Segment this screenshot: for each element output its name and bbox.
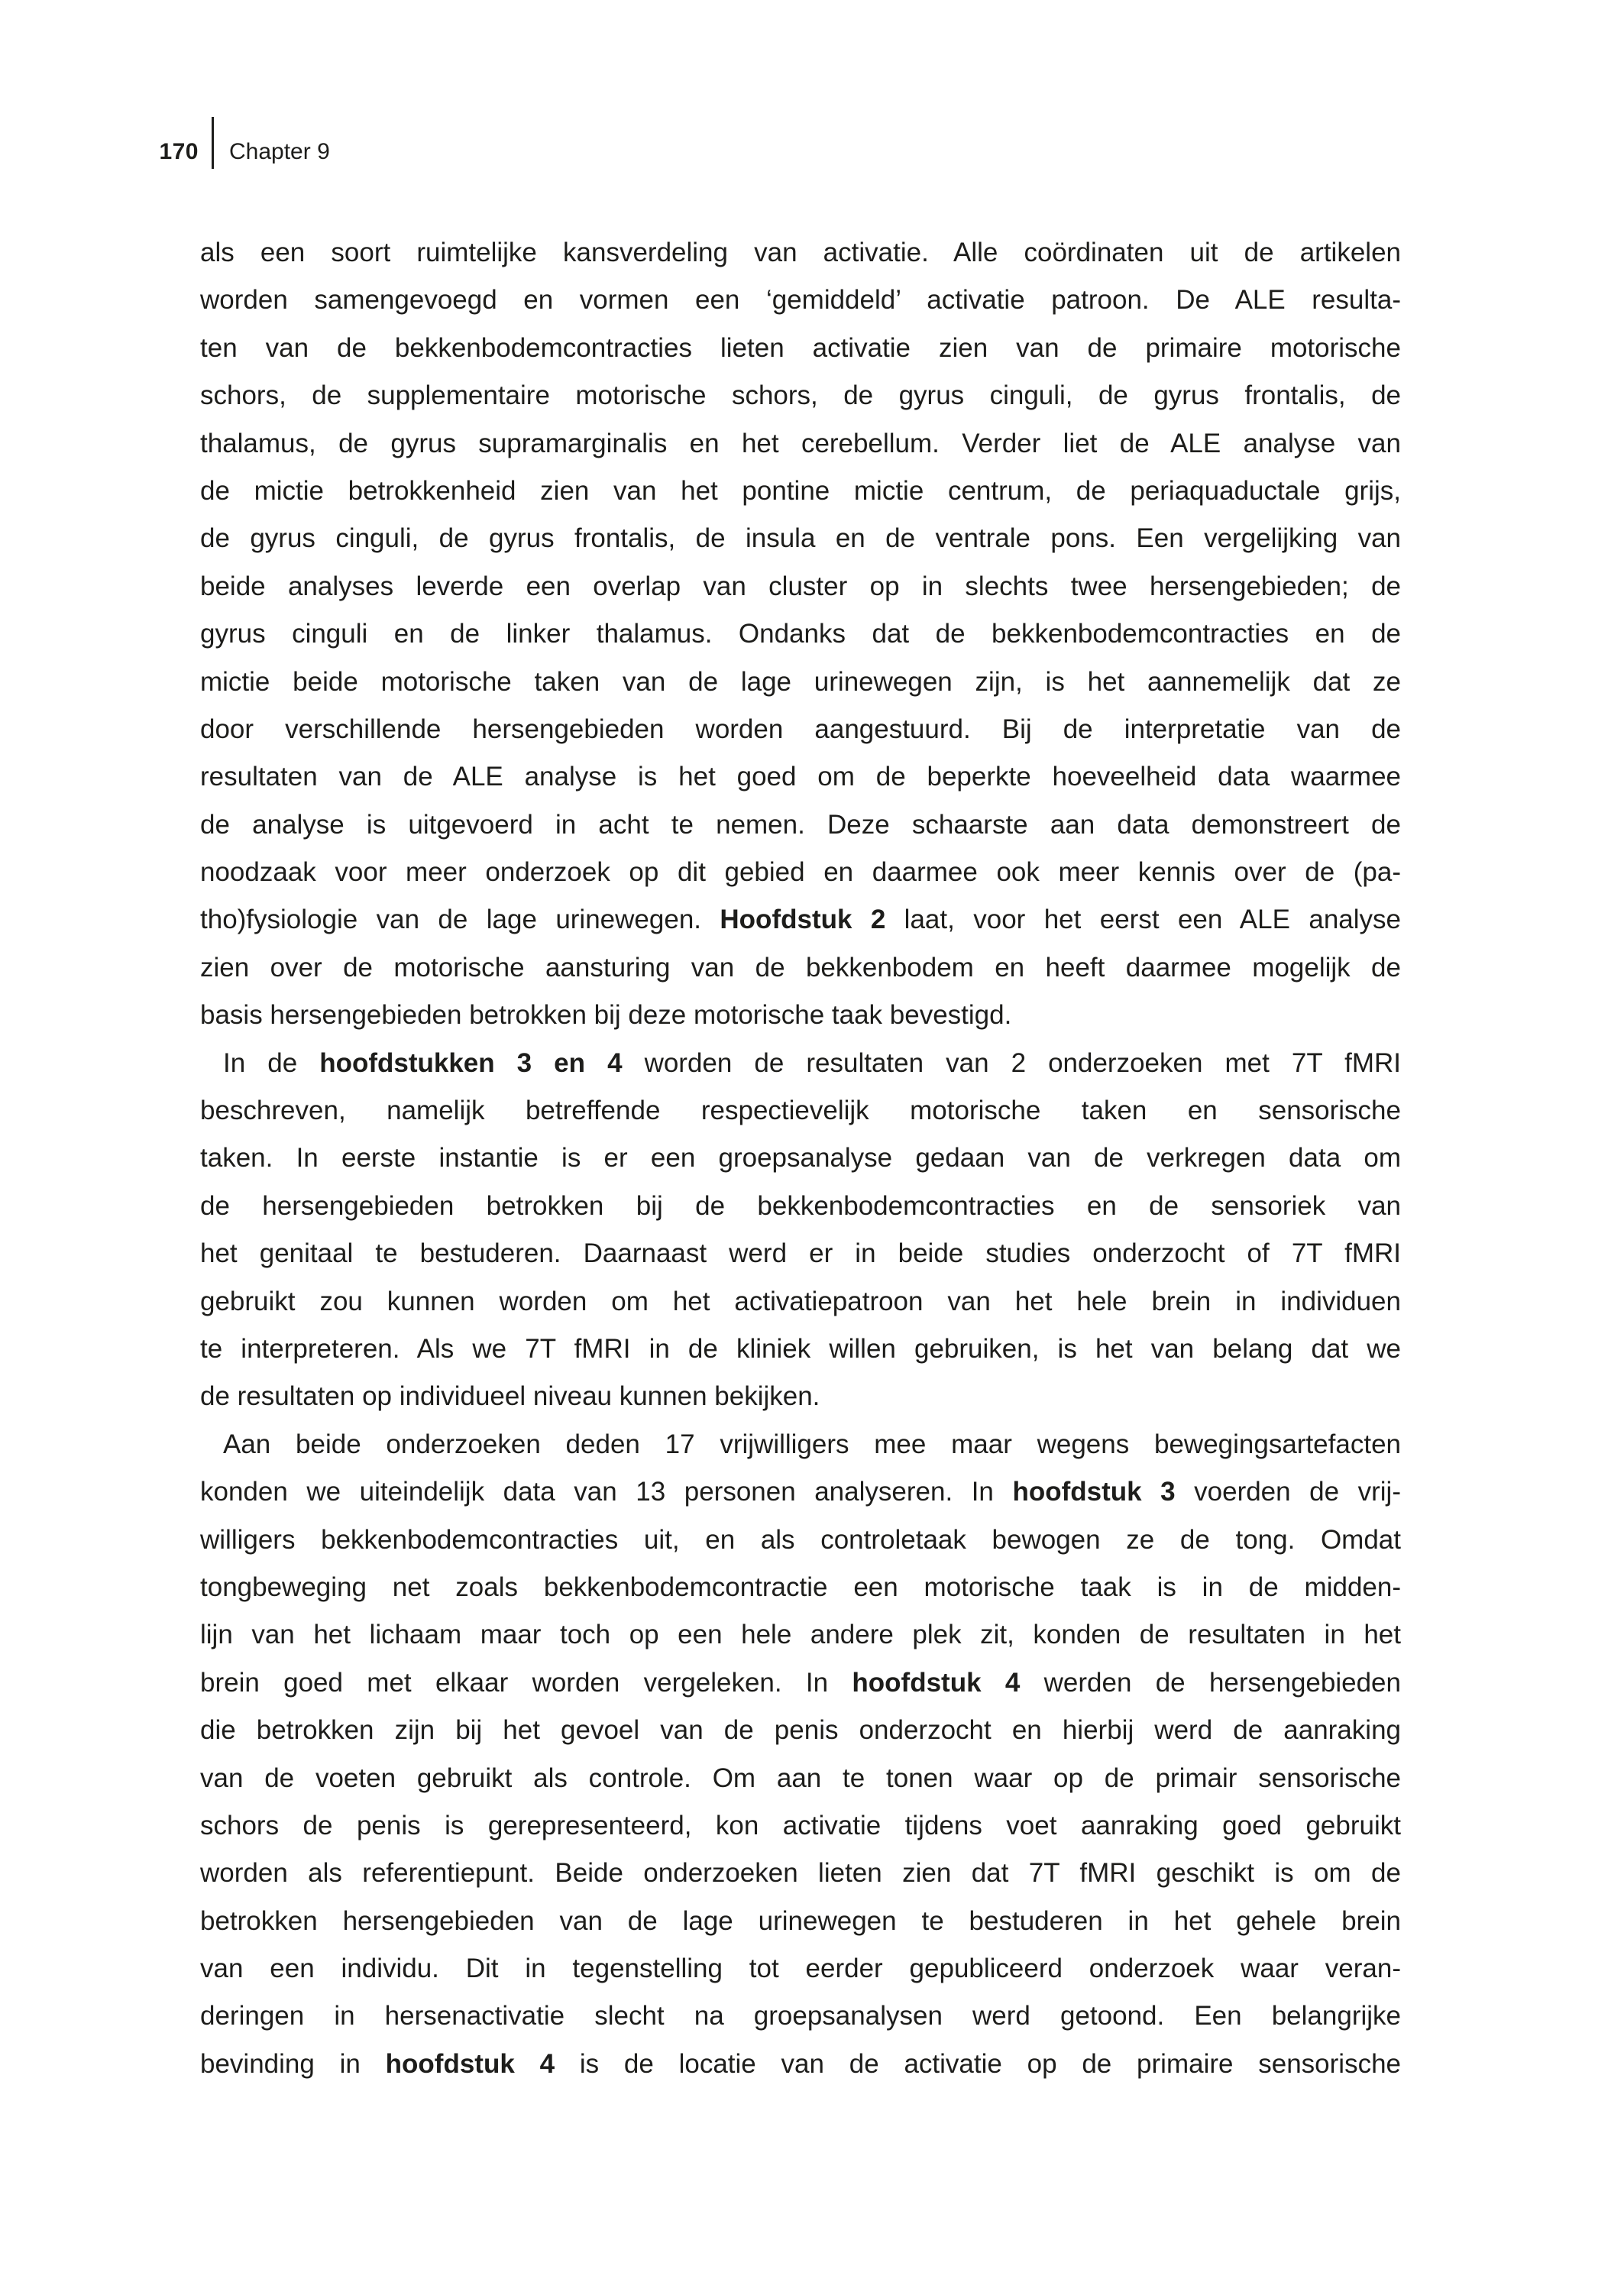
text-segment: zien over de motorische aansturing van de bekkenbodem en heeft daarmee mogelijk de	[200, 952, 1401, 983]
text-segment: brein goed met elkaar worden vergeleken. In	[200, 1667, 852, 1698]
text-line	[200, 1278, 1401, 1326]
text-line	[200, 753, 1401, 801]
text-segment: noodzaak voor meer onderzoek op dit gebied en daarmee ook meer kennis over de (pa-	[200, 857, 1401, 888]
text-line	[200, 1707, 1401, 1754]
text-line	[200, 992, 1401, 1039]
text-segment: deringen in hersenactivatie slecht na groepsanalysen werd getoond. Een belangrijke	[200, 2001, 1401, 2031]
text-line	[200, 849, 1401, 896]
bold-chapter-reference: Hoofdstuk 2	[720, 905, 886, 935]
page-number: 170	[159, 139, 199, 164]
text-line	[200, 1040, 1401, 1087]
text-segment: de mictie betrokkenheid zien van het pontine mictie centrum, de periaquaductale grijs,	[200, 475, 1401, 506]
text-segment: de resultaten op individueel niveau kunnen bekijken.	[200, 1381, 820, 1412]
text-line	[200, 420, 1401, 468]
text-segment: resultaten van de ALE analyse is het goed om de beperkte hoeveelheid data waarmee	[200, 762, 1401, 792]
text-segment: bevinding in	[200, 2048, 386, 2079]
text-segment: worden de resultaten van 2 onderzoeken met 7T fMRI	[622, 1047, 1401, 1078]
text-line	[200, 1135, 1401, 1182]
text-segment: gebruikt zou kunnen worden om het activatiepatroon van het hele brein in individuen	[200, 1286, 1401, 1316]
text-line	[200, 659, 1401, 706]
text-segment: schors de penis is gerepresenteerd, kon activatie tijdens voet aanraking goed gebruikt	[200, 1810, 1401, 1840]
text-line	[200, 801, 1401, 849]
text-line	[200, 1850, 1401, 1897]
text-line	[200, 515, 1401, 562]
text-line	[200, 468, 1401, 515]
text-segment: tho)fysiologie van de lage urinewegen.	[200, 905, 720, 935]
text-segment: de gyrus cinguli, de gyrus frontalis, de insula en de ventrale pons. Een vergelijking van	[200, 523, 1401, 554]
text-segment: worden als referentiepunt. Beide onderzoeken lieten zien dat 7T fMRI geschikt is om de	[200, 1858, 1401, 1889]
text-line	[200, 1087, 1401, 1135]
text-line	[200, 1564, 1401, 1611]
text-segment: tongbeweging net zoals bekkenbodemcontractie een motorische taak is in de midden-	[200, 1572, 1401, 1602]
text-line	[200, 944, 1401, 992]
text-segment: In de	[223, 1047, 320, 1078]
bold-chapter-reference: hoofdstuk 4	[385, 2048, 555, 2079]
text-line	[200, 277, 1401, 324]
text-line	[200, 325, 1401, 372]
text-segment: basis hersengebieden betrokken bij deze motorische taak bevestigd.	[200, 1000, 1012, 1031]
text-segment: lijn van het lichaam maar toch op een hele andere plek zit, konden de resultaten in het	[200, 1620, 1401, 1650]
text-segment: is de locatie van de activatie op de primaire sensorische	[555, 2048, 1401, 2079]
text-segment: schors, de supplementaire motorische schors, de gyrus cinguli, de gyrus frontalis, de	[200, 380, 1401, 411]
text-line	[200, 1611, 1401, 1659]
text-segment: van een individu. Dit in tegenstelling tot eerder gepubliceerd onderzoek waar veran-	[200, 1954, 1401, 1984]
bold-chapter-reference: hoofdstukken 3 en 4	[319, 1047, 623, 1078]
text-line	[200, 1802, 1401, 1850]
text-line	[200, 1468, 1401, 1516]
text-line	[200, 610, 1401, 658]
text-segment: door verschillende hersengebieden worden aangestuurd. Bij de interpretatie van de	[200, 714, 1401, 744]
text-line	[200, 1945, 1401, 1993]
text-line	[200, 1517, 1401, 1564]
text-line	[200, 1183, 1401, 1230]
chapter-title: Chapter 9	[229, 139, 330, 164]
text-segment: als een soort ruimtelijke kansverdeling van activatie. Alle coördinaten uit de artikelen	[200, 238, 1401, 267]
text-segment: thalamus, de gyrus supramarginalis en het cerebellum. Verder liet de ALE analyse van	[200, 428, 1401, 458]
text-line	[200, 1898, 1401, 1945]
text-segment: die betrokken zijn bij het gevoel van de penis onderzocht en hierbij werd de aanraking	[200, 1715, 1401, 1746]
text-line	[200, 896, 1401, 944]
bold-chapter-reference: hoofdstuk 3	[1012, 1477, 1176, 1507]
text-segment: betrokken hersengebieden van de lage urinewegen te bestuderen in het gehele brein	[200, 1905, 1401, 1936]
bold-chapter-reference: hoofdstuk 4	[852, 1667, 1021, 1698]
text-segment: werden de hersengebieden	[1020, 1667, 1401, 1698]
text-line	[200, 706, 1401, 753]
text-segment: mictie beide motorische taken van de lage urinewegen zijn, is het aannemelijk dat ze	[200, 666, 1401, 697]
text-line	[200, 563, 1401, 610]
text-segment: de hersengebieden betrokken bij de bekkenbodemcontracties en de sensoriek van	[200, 1190, 1401, 1221]
text-line	[200, 1373, 1401, 1420]
text-segment: van de voeten gebruikt als controle. Om aan te tonen waar op de primair sensorische	[200, 1763, 1401, 1793]
text-line	[200, 229, 1401, 277]
text-line	[200, 1659, 1401, 1707]
text-line	[200, 372, 1401, 419]
text-segment: taken. In eerste instantie is er een groepsanalyse gedaan van de verkregen data om	[200, 1143, 1401, 1174]
text-line	[200, 1993, 1401, 2040]
text-segment: worden samengevoegd en vormen een ‘gemiddeld’ activatie patroon. De ALE resulta-	[200, 285, 1401, 316]
header-divider	[212, 117, 214, 169]
text-line	[200, 1755, 1401, 1802]
text-segment: beschreven, namelijk betreffende respectievelijk motorische taken en sensorische	[200, 1096, 1401, 1126]
text-segment: het genitaal te bestuderen. Daarnaast werd er in beide studies onderzocht of 7T fMRI	[200, 1238, 1401, 1269]
text-segment: ten van de bekkenbodemcontracties lieten activatie zien van de primaire motorische	[200, 332, 1401, 363]
text-segment: Aan beide onderzoeken deden 17 vrijwilligers mee maar wegens bewegingsartefacten	[223, 1429, 1401, 1459]
body-text	[200, 229, 1401, 2088]
text-segment: te interpreteren. Als we 7T fMRI in de kliniek willen gebruiken, is het van belang dat we	[200, 1333, 1401, 1364]
text-line	[200, 1326, 1401, 1373]
text-line	[200, 1230, 1401, 1277]
text-line	[200, 1421, 1401, 1468]
text-segment: konden we uiteindelijk data van 13 personen analyseren. In	[200, 1477, 1013, 1507]
text-segment: beide analyses leverde een overlap van cluster op in slechts twee hersengebieden; de	[200, 571, 1401, 601]
text-segment: laat, voor het eerst een ALE analyse	[885, 905, 1401, 935]
text-segment: de analyse is uitgevoerd in acht te nemen. Deze schaarste aan data demonstreert de	[200, 809, 1401, 840]
text-segment: willigers bekkenbodemcontracties uit, en als controletaak bewogen ze de tong. Omdat	[200, 1524, 1401, 1555]
text-segment: voerden de vrij-	[1175, 1477, 1401, 1507]
text-segment: gyrus cinguli en de linker thalamus. Ondanks dat de bekkenbodemcontracties en de	[200, 619, 1401, 649]
text-line	[200, 2041, 1401, 2088]
